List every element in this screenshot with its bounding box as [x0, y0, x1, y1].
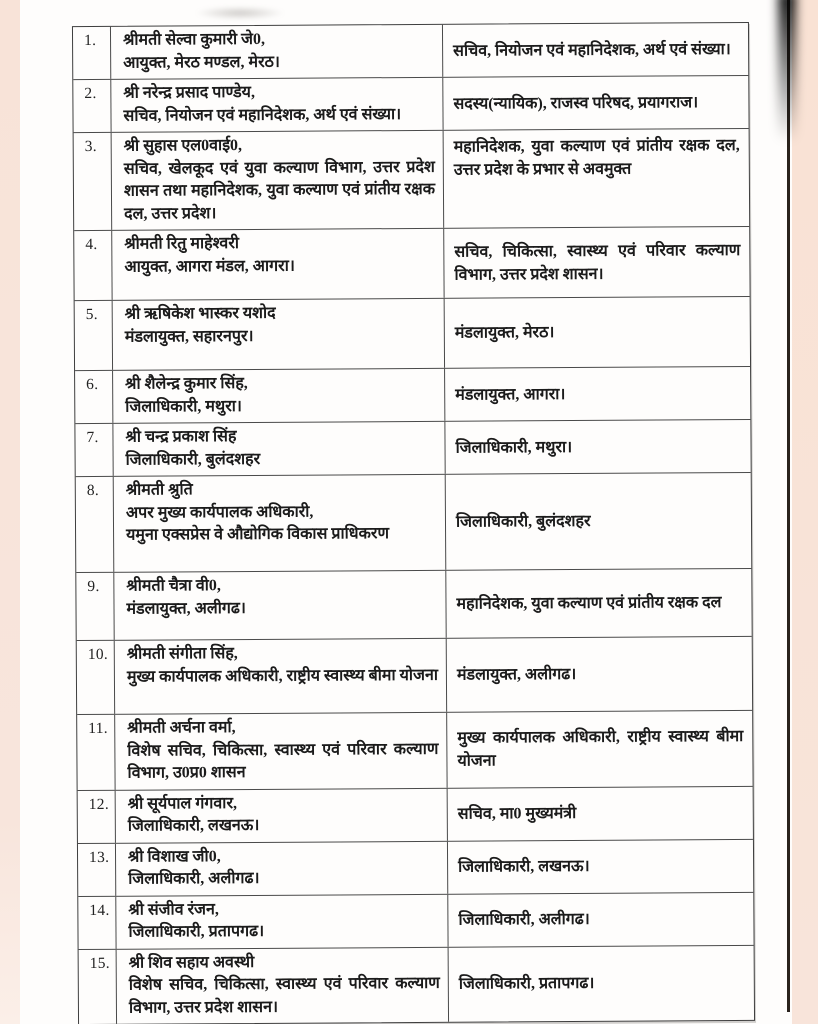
officer-line: श्री ऋषिकेश भास्कर यशोद [124, 304, 276, 323]
table-row [75, 419, 750, 476]
officer-cell [113, 299, 445, 370]
serial-cell: 3. [74, 133, 113, 230]
scan-background-right [792, 0, 818, 1024]
posting-cell [445, 367, 750, 421]
officer-cell [112, 131, 445, 230]
posting-cell [446, 473, 752, 570]
posting-cell [443, 76, 748, 130]
new-posting-text: जिलाधिकारी, बुलंदशहर [455, 512, 591, 531]
table-row [78, 838, 753, 895]
officer-line: आयुक्त, मेरठ मण्डल, मेरठ। [123, 53, 281, 72]
officer-line: सचिव, खेलकूद एवं युवा कल्याण विभाग, उत्तर प्रदेश शासन तथा महानिदेशक, युवा कल्याण एवं प्रांतीय रक्षक दल, उत्तर प्रदेश। [123, 158, 436, 223]
new-posting-text: सदस्य(न्यायिक), राजस्व परिषद, प्रयागराज। [453, 93, 699, 113]
serial-cell: 14. [78, 896, 116, 948]
officer-cell [116, 841, 448, 895]
serial-cell: 9. [76, 573, 114, 640]
serial-cell: 13. [78, 843, 116, 895]
officer-line: मंडलायुक्त, सहारनपुर। [124, 327, 254, 346]
new-posting-text: जिलाधिकारी, लखनऊ। [458, 857, 590, 876]
new-posting-text: सचिव, मा0 मुख्यमंत्री [457, 805, 577, 823]
officer-line: जिलाधिकारी, मथुरा। [125, 397, 242, 416]
officer-line: श्री विशाख जी0, [127, 847, 221, 866]
serial-cell: 8. [76, 477, 115, 572]
officer-cell [112, 229, 444, 300]
officer-line: जिलाधिकारी, प्रतापगढ। [128, 922, 265, 941]
posting-cell [445, 420, 750, 474]
officer-cell [115, 639, 447, 714]
officer-cell [111, 25, 443, 79]
new-posting-text: सचिव, नियोजन एवं महानिदेशक, अर्थ एवं संख्या। [453, 40, 731, 60]
new-posting-text: महानिदेशक, युवा कल्याण एवं प्रांतीय रक्षक दल [456, 594, 722, 613]
posting-cell [445, 297, 750, 368]
table-row [73, 75, 748, 132]
table-row [78, 785, 753, 842]
officer-line: जिलाधिकारी, लखनऊ। [127, 816, 260, 835]
officer-line: मंडलायुक्त, अलीगढ। [126, 599, 246, 618]
posting-cell [448, 786, 753, 840]
officer-line: विशेष सचिव, चिकित्सा, स्वास्थ्य एवं परिवार कल्याण विभाग, उ0प्र0 शासन [127, 740, 439, 782]
officer-line: श्रीमती रितु माहेश्वरी [124, 235, 240, 253]
serial-cell: 11. [77, 715, 115, 790]
posting-cell [447, 637, 752, 712]
serial-cell: 12. [78, 790, 116, 842]
officer-line: जिलाधिकारी, बुलंदशहर [125, 450, 261, 469]
officer-line: यमुना एक्सप्रेस वे औद्योगिक विकास प्राधिकरण [126, 525, 390, 544]
posting-cell [449, 945, 754, 1021]
new-posting-text: जिलाधिकारी, अलीगढ। [458, 910, 590, 929]
officer-cell [114, 571, 446, 640]
table-row [76, 472, 752, 572]
new-posting-text: मंडलायुक्त, अलीगढ। [456, 666, 577, 684]
officer-line: श्री सुहास एल0वाई0, [123, 137, 243, 155]
officer-cell [111, 78, 443, 132]
new-posting-text: जिलाधिकारी, प्रतापगढ। [458, 975, 595, 993]
serial-cell: 6. [75, 371, 113, 423]
officer-line: श्री शैलेन्द्र कुमार सिंह, [125, 375, 248, 393]
new-posting-text: जिलाधिकारी, मथुरा। [455, 438, 573, 457]
posting-cell [444, 129, 750, 228]
posting-cell [443, 23, 748, 77]
officer-cell [116, 788, 448, 842]
officer-line: श्रीमती संगीता सिंह, [126, 645, 238, 663]
table-row [78, 891, 753, 948]
serial-cell: 10. [77, 641, 115, 714]
serial-cell: 4. [74, 231, 112, 300]
officer-line: श्री शिव सहाय अवस्थी [128, 953, 255, 972]
officer-line: श्री सूर्यपाल गंगवार, [127, 794, 238, 813]
posting-cell [444, 227, 749, 298]
officer-cell [113, 422, 445, 476]
new-posting-text: महानिदेशक, युवा कल्याण एवं प्रांतीय रक्षक दल, उत्तर प्रदेश के प्रभार से अवमुक्त [453, 137, 740, 179]
posting-cell [448, 839, 753, 893]
new-posting-text: सचिव, चिकित्सा, स्वास्थ्य एवं परिवार कल्याण विभाग, उत्तर प्रदेश शासन। [454, 241, 741, 284]
table-row [74, 226, 749, 300]
officer-cell [113, 369, 445, 423]
scan-smudge [195, 6, 285, 20]
table-row [79, 944, 754, 1024]
table-row [77, 710, 752, 790]
officer-cell [117, 947, 449, 1024]
officer-line: श्रीमती सेल्वा कुमारी जे0, [122, 30, 266, 49]
posting-cell [446, 569, 751, 638]
officer-line: श्रीमती चैत्रा वी0, [126, 577, 221, 595]
table-row [77, 636, 752, 714]
new-posting-text: मंडलायुक्त, मेरठ। [454, 324, 555, 342]
serial-cell: 15. [79, 949, 117, 1024]
officer-line: श्रीमती श्रुति [125, 481, 193, 499]
officer-line: आयुक्त, आगरा मंडल, आगरा। [124, 257, 295, 276]
officer-line: विशेष सचिव, चिकित्सा, स्वास्थ्य एवं परिवार कल्याण विभाग, उत्तर प्रदेश शासन। [128, 974, 440, 1017]
posting-cell [447, 711, 752, 787]
officer-line: अपर मुख्य कार्यपालक अधिकारी, [125, 503, 314, 522]
table-row [76, 568, 751, 640]
scan-background-left [0, 0, 20, 1024]
officer-cell [114, 475, 447, 572]
officer-cell [116, 894, 448, 948]
officer-line: श्री चन्द्र प्रकाश सिंह [125, 428, 237, 446]
scan-edge-shadow [778, 0, 796, 142]
scan-edge-line [787, 0, 790, 1012]
new-posting-text: मंडलायुक्त, आगरा। [455, 385, 566, 404]
officer-line: सचिव, नियोजन एवं महानिदेशक, अर्थ एवं संख्या। [123, 105, 402, 125]
officer-line: श्री संजीव रंजन, [128, 900, 219, 919]
table-row [75, 296, 750, 370]
serial-cell: 2. [73, 80, 111, 132]
new-posting-text: मुख्य कार्यपालक अधिकारी, राष्ट्रीय स्वास्थ्य बीमा योजना [457, 728, 744, 770]
serial-cell: 5. [75, 301, 113, 370]
transfer-table [72, 22, 755, 1024]
table-row [73, 23, 748, 79]
officer-cell [115, 713, 447, 790]
table-row [74, 128, 750, 230]
officer-line: श्रीमती अर्चना वर्मा, [127, 719, 236, 737]
serial-cell: 1. [73, 27, 111, 79]
table-row [75, 366, 750, 423]
posting-cell [448, 892, 753, 946]
officer-line: श्री नरेन्द्र प्रसाद पाण्डेय, [123, 83, 255, 102]
officer-line: जिलाधिकारी, अलीगढ। [128, 869, 260, 888]
officer-line: मुख्य कार्यपालक अधिकारी, राष्ट्रीय स्वास्थ्य बीमा योजना [126, 666, 438, 686]
serial-cell: 7. [75, 424, 113, 476]
